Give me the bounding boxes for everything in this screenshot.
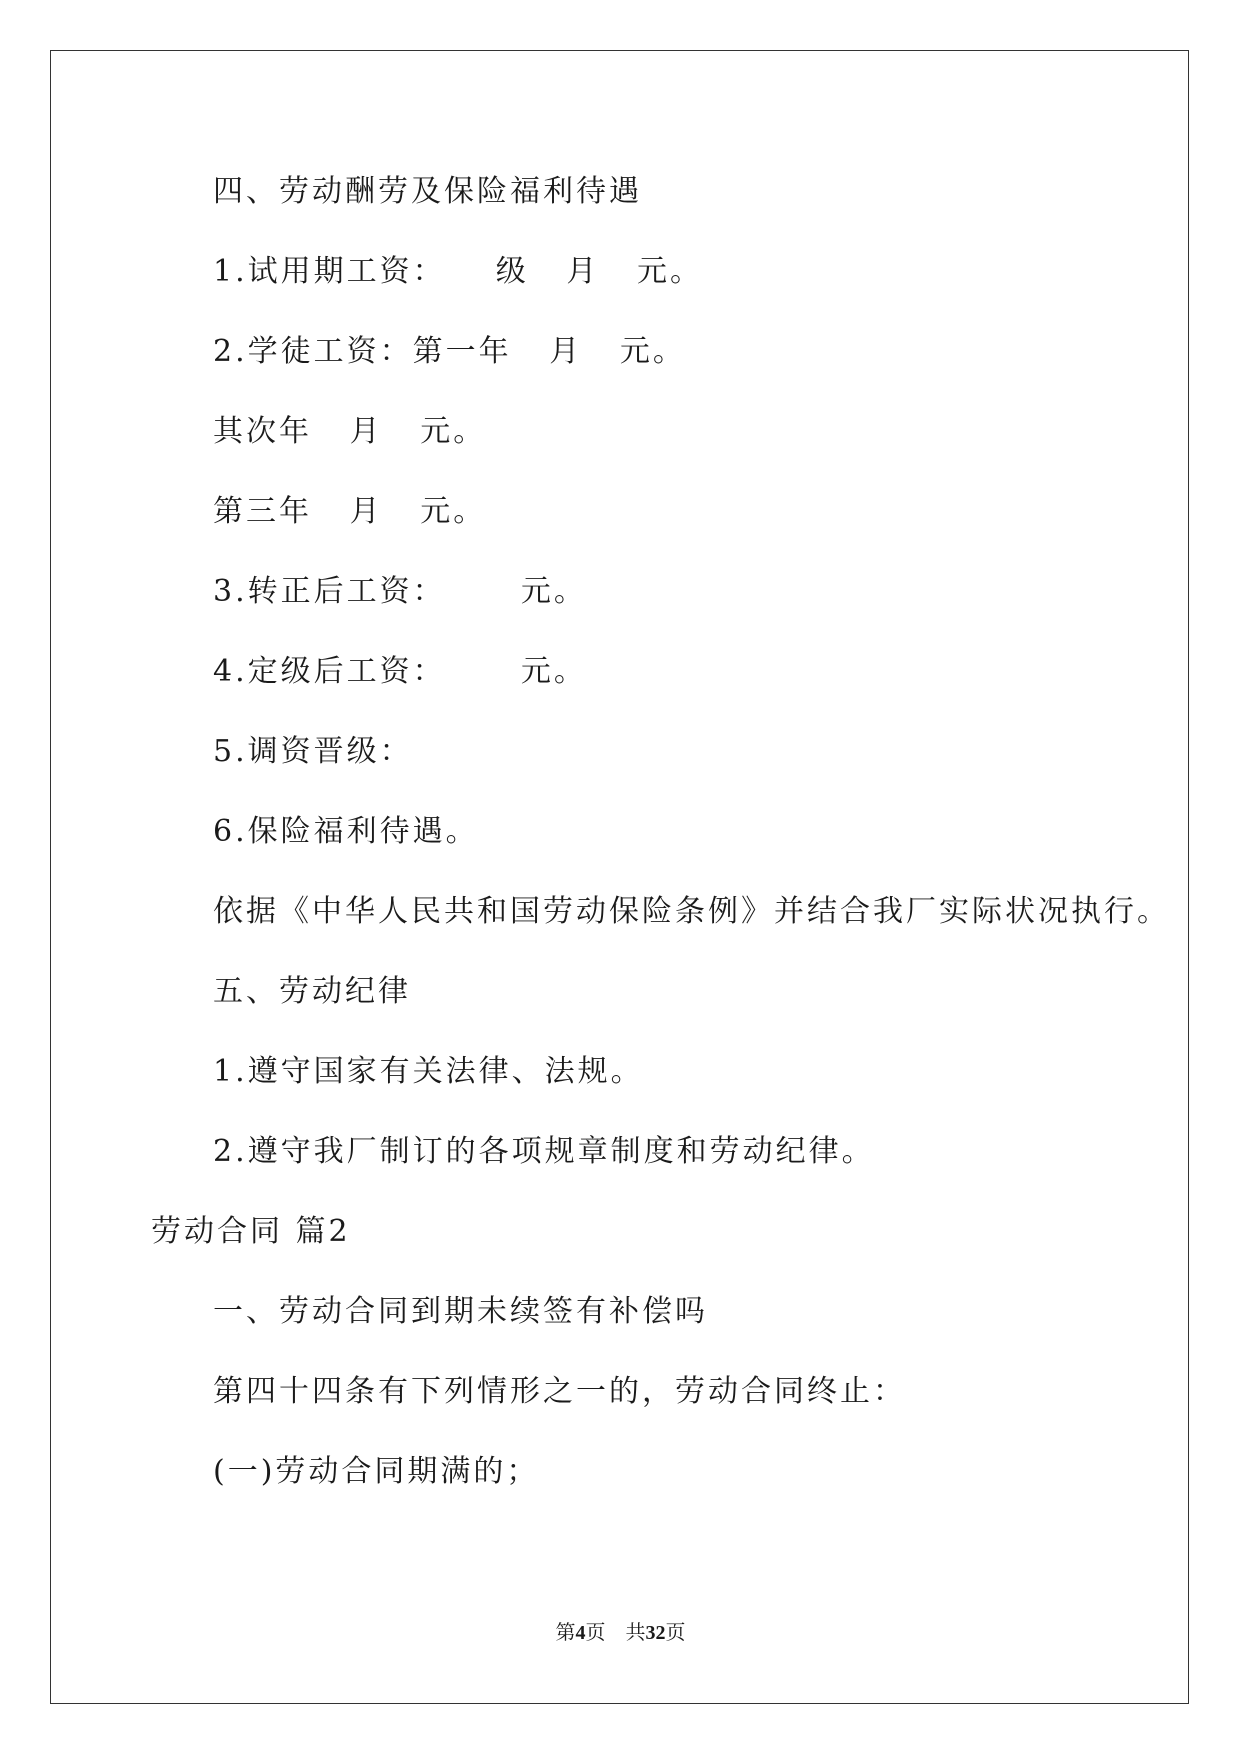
footer-page-prefix: 第 xyxy=(555,1622,576,1644)
subsection-heading-1: 一、劳动合同到期未续签有补偿吗 xyxy=(213,1294,708,1329)
discipline-item-2: 2.遵守我厂制订的各项规章制度和劳动纪律。 xyxy=(213,1134,875,1169)
regulation-basis-line: 依据《中华人民共和国劳动保险条例》并结合我厂实际状况执行。 xyxy=(213,894,1170,929)
graded-wage-line: 4.定级后工资： 元。 xyxy=(213,654,587,689)
footer-total-pages: 32 xyxy=(645,1622,666,1644)
probation-wage-line: 1.试用期工资： 级 月 元。 xyxy=(213,254,703,289)
footer-page-number: 4 xyxy=(575,1622,586,1644)
section-heading-4: 四、劳动酬劳及保险福利待遇 xyxy=(213,174,642,209)
third-year-wage-line: 第三年 月 元。 xyxy=(213,494,487,529)
footer-total-prefix: 共 xyxy=(625,1622,646,1644)
second-year-wage-line: 其次年 月 元。 xyxy=(213,414,487,449)
clause-1-line: (一)劳动合同期满的； xyxy=(213,1454,540,1489)
article-title: 劳动合同 篇2 xyxy=(151,1214,351,1249)
apprentice-wage-line: 2.学徒工资：第一年 月 元。 xyxy=(213,334,686,369)
regular-wage-line: 3.转正后工资： 元。 xyxy=(213,574,587,609)
article-44-line: 第四十四条有下列情形之一的，劳动合同终止： xyxy=(213,1374,906,1409)
page-footer xyxy=(0,1620,1241,1646)
discipline-item-1: 1.遵守国家有关法律、法规。 xyxy=(213,1054,644,1089)
footer-total-suffix: 页 xyxy=(665,1622,686,1644)
salary-adjustment-line: 5.调资晋级： xyxy=(213,734,413,769)
footer-page-suffix: 页 xyxy=(585,1622,606,1644)
insurance-welfare-line: 6.保险福利待遇。 xyxy=(213,814,479,849)
section-heading-5: 五、劳动纪律 xyxy=(213,974,411,1009)
